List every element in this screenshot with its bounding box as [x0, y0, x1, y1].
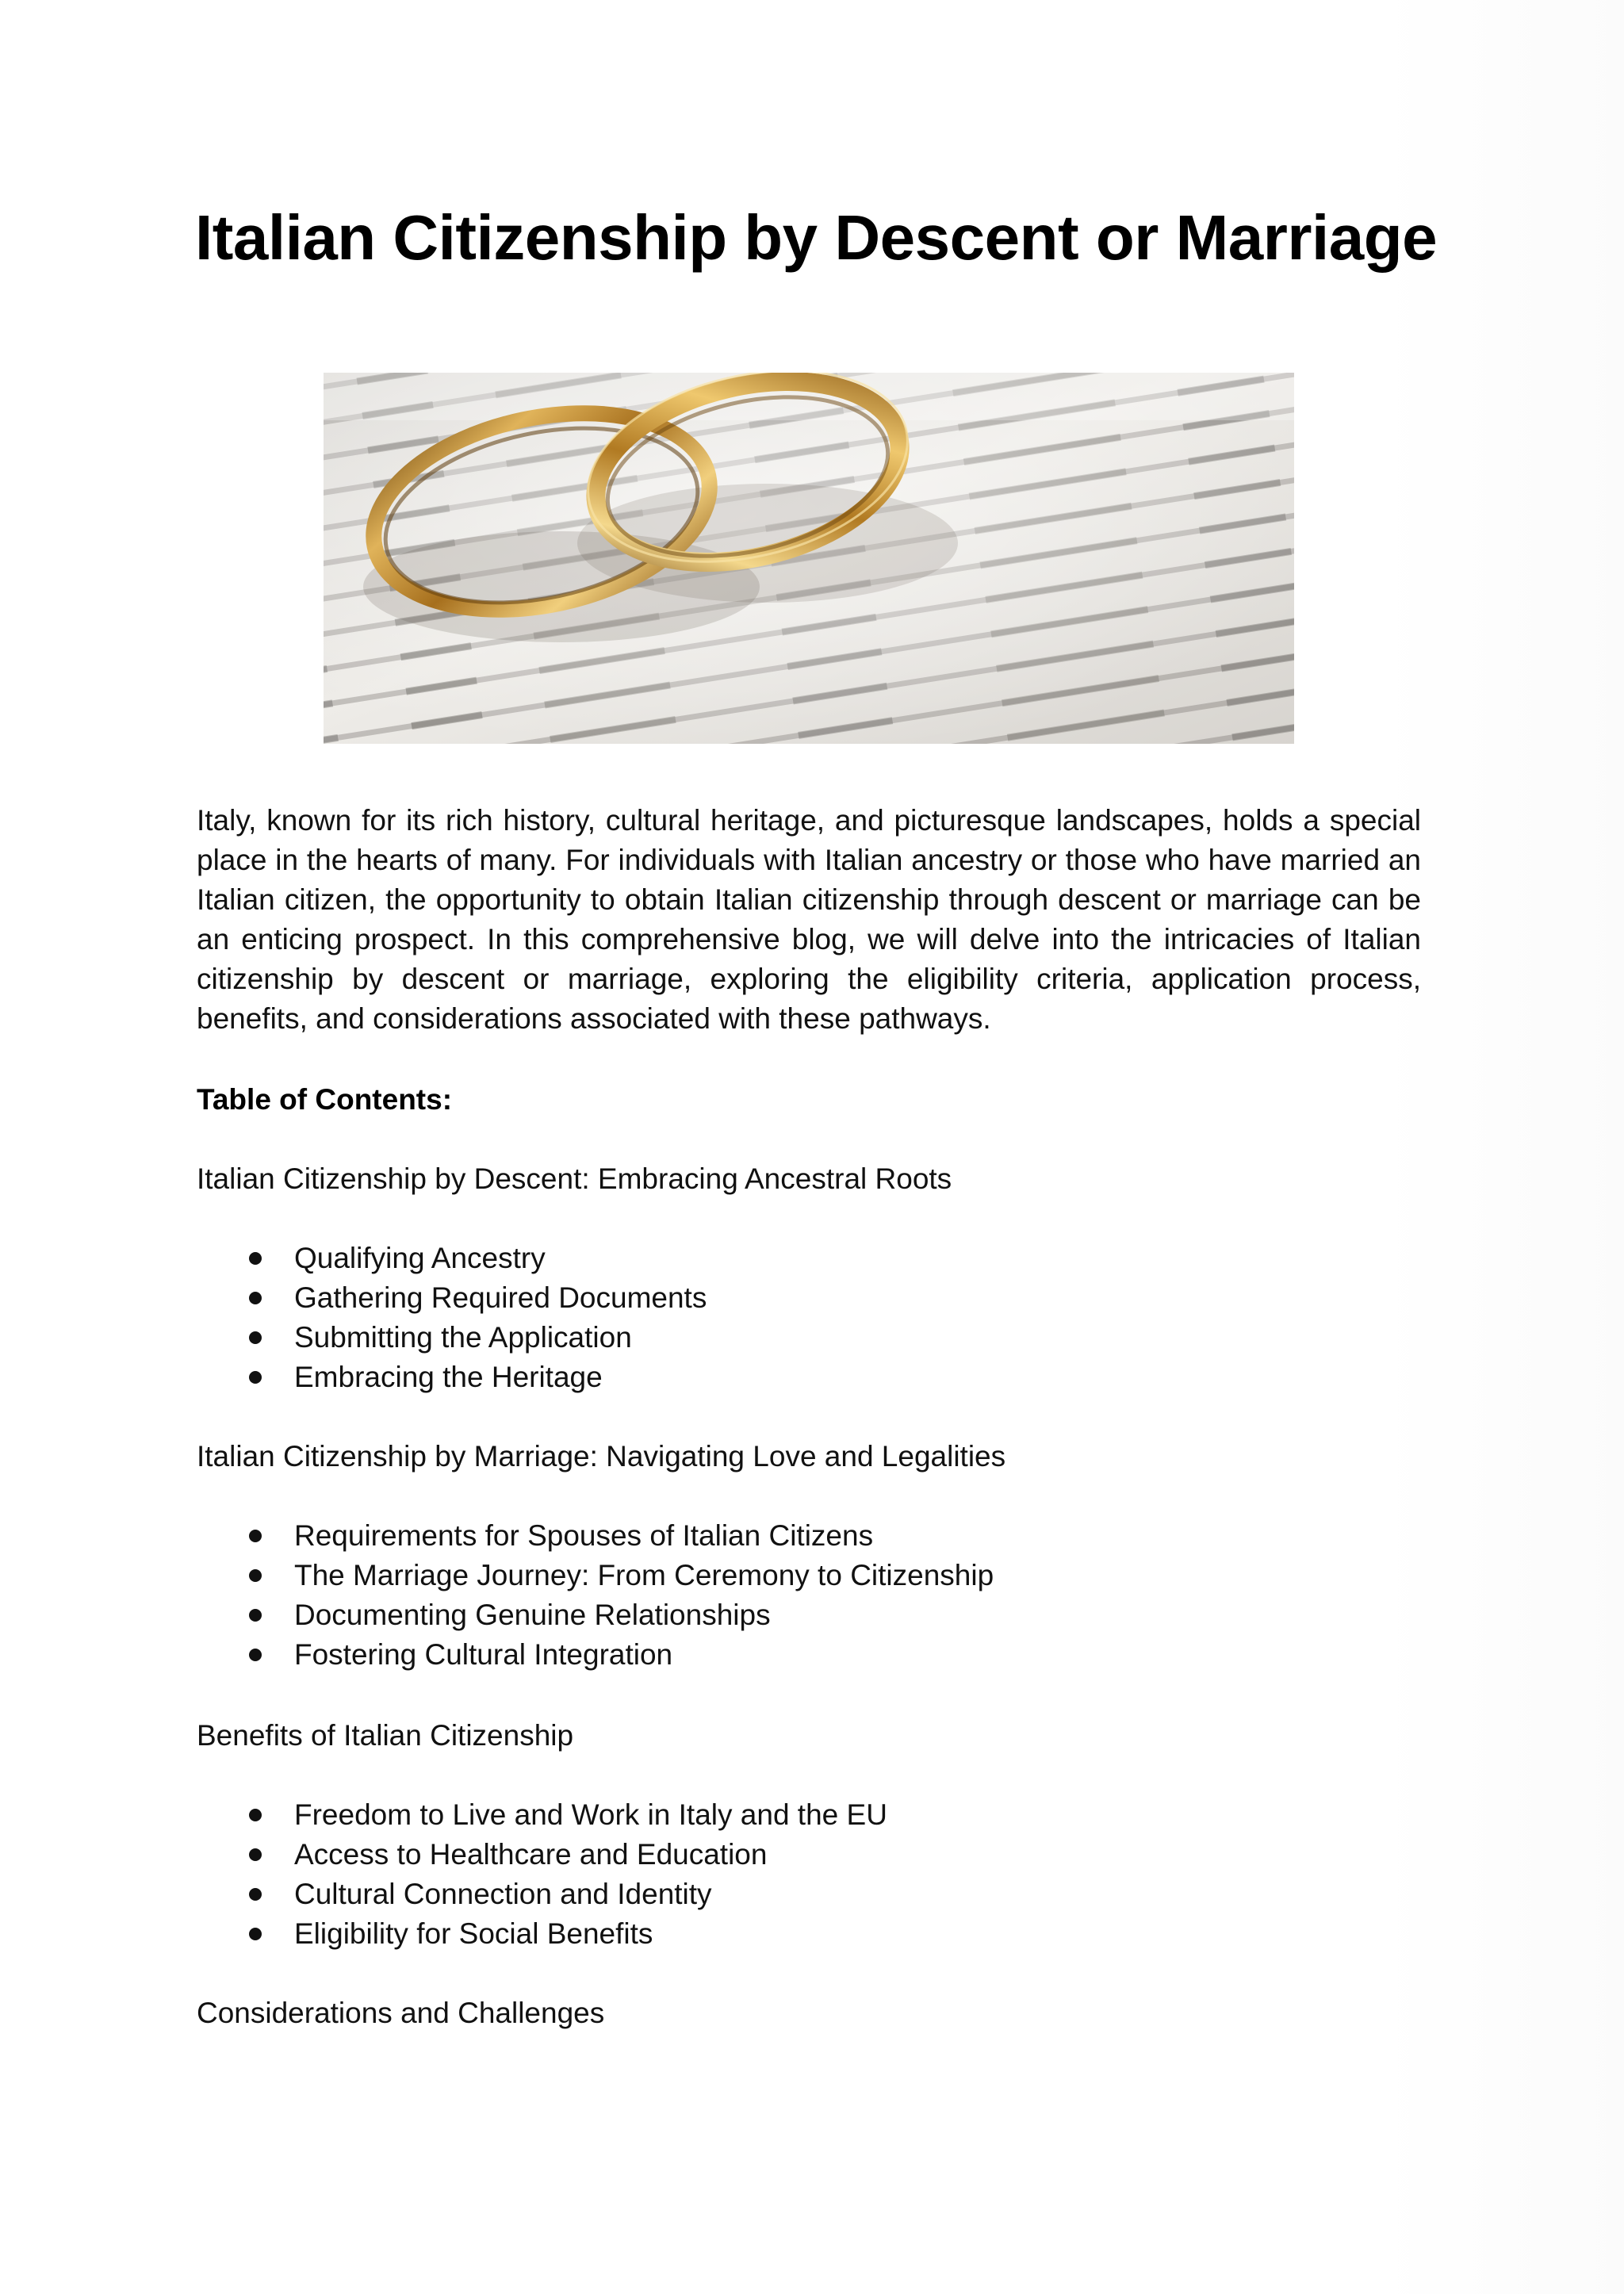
bullet-dot-icon [249, 1809, 262, 1821]
list-item-label: Qualifying Ancestry [294, 1242, 546, 1274]
intro-paragraph: Italy, known for its rich history, cultural heritage, and picturesque landscapes, holds a special place in the hearts of many. For individuals with Italian ancestry or those who have married an Italian citizen, the opportunity to obtain Italian citizenship through descent or marriage can be an enticing prospect. In this comprehensive blog, we will delve into the intricacies of Italian citizenship by descent or marriage, exploring the eligibility criteria, application process, benefits, and considerations associated with these pathways. [197, 804, 1421, 1035]
section-heading-considerations: Considerations and Challenges [197, 1997, 605, 2029]
list-item-label: Submitting the Application [294, 1321, 632, 1354]
list-item-label: Gathering Required Documents [294, 1281, 707, 1314]
bullet-dot-icon [249, 1888, 262, 1901]
bullet-dot-icon [249, 1292, 262, 1304]
table-of-contents-heading: Table of Contents: [197, 1083, 453, 1116]
bullet-dot-icon [249, 1530, 262, 1542]
list-item-label: Fostering Cultural Integration [294, 1638, 673, 1671]
bullet-dot-icon [249, 1371, 262, 1384]
list-item-label: Embracing the Heritage [294, 1361, 603, 1393]
wedding-rings-on-dictionary-image [324, 373, 1294, 744]
bullet-dot-icon [249, 1928, 262, 1940]
bullet-dot-icon [249, 1609, 262, 1622]
list-item-label: Access to Healthcare and Education [294, 1838, 768, 1871]
list-item-label: Freedom to Live and Work in Italy and the EU [294, 1798, 887, 1831]
bullet-dot-icon [249, 1252, 262, 1265]
list-item-label: Documenting Genuine Relationships [294, 1599, 771, 1631]
page-title: Italian Citizenship by Descent or Marriage [195, 202, 1438, 273]
bullet-dot-icon [249, 1649, 262, 1661]
bullet-dot-icon [249, 1331, 262, 1344]
hero-illustration [324, 373, 1294, 744]
bullet-dot-icon [249, 1848, 262, 1861]
list-item-label: Requirements for Spouses of Italian Citizens [294, 1519, 874, 1552]
list-item-label: Cultural Connection and Identity [294, 1878, 712, 1910]
section-heading-benefits: Benefits of Italian Citizenship [197, 1719, 574, 1752]
bullet-dot-icon [249, 1569, 262, 1582]
list-item-label: The Marriage Journey: From Ceremony to Citizenship [294, 1559, 994, 1591]
section-heading-descent: Italian Citizenship by Descent: Embracing Ancestral Roots [197, 1162, 952, 1195]
section-heading-marriage: Italian Citizenship by Marriage: Navigating Love and Legalities [197, 1440, 1006, 1473]
list-item-label: Eligibility for Social Benefits [294, 1917, 653, 1950]
